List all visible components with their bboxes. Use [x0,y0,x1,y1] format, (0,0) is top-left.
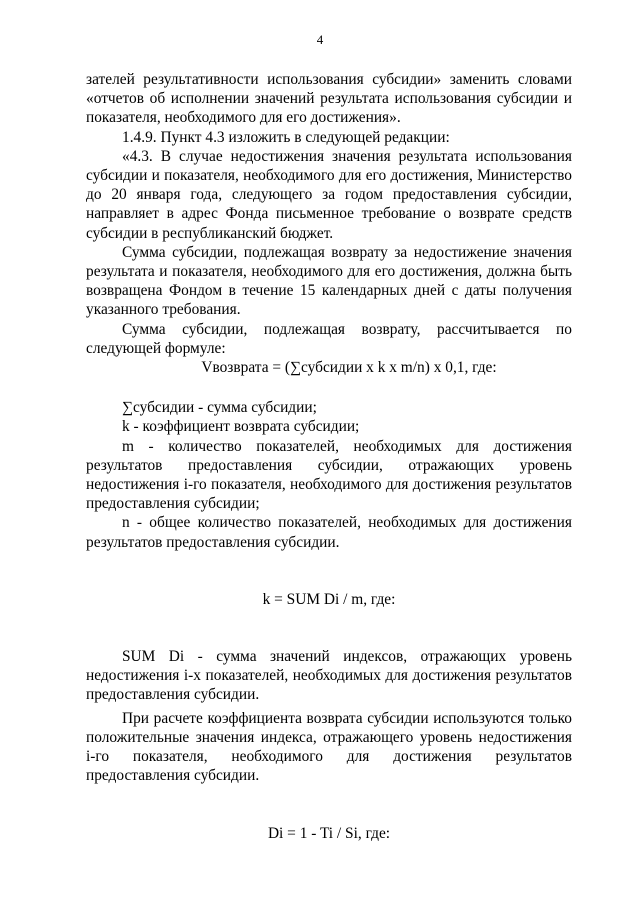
definition-k: k - коэффициент возврата субсидии; [122,418,360,436]
paragraph-clause-4-3: «4.3. В случае недостижения значения результата использования субсидии и показателя, необходимого для его достижения, Министерство до 20 января года, следующего за годом предоставления субсидии, направляет в адрес Фонда письменное требование о возврате средств субсидии в республиканский бюджет. [86,147,572,242]
definition-subsidy-sum: ∑субсидии - сумма субсидии; [122,399,317,417]
document-body [86,70,572,843]
paragraph-formula-intro: Сумма субсидии, подлежащая возврату, рассчитывается по следующей формуле: [86,320,572,357]
formula-di: Di = 1 - Ti / Si, где: [267,824,391,842]
definition-m: m - количество показателей, необходимых для достижения результатов предоставления субсидии, отражающих уровень недостижения i-го показателя, необходимого для достижения результатов предоставления субсидии; [86,437,572,513]
formula-k: k = SUM Di / m, где: [262,590,396,608]
paragraph-refund-term: Сумма субсидии, подлежащая возврату за недостижение значения результата и показателя, необходимого для его достижения, должна быть возвращена Фондом в течение 15 календарных дней с даты получения указанного требования. [86,243,572,319]
paragraph-coefficient-note: При расчете коэффициента возврата субсидии используются только положительные значения индекса, отражающего уровень недостижения i-го показателя, необходимого для достижения результатов предоставления субсидии. [86,709,572,785]
paragraph-continuation: зателей результативности использования субсидии» заменить словами «отчетов об исполнении значений результата использования субсидии и показателя, необходимого для его достижения». [86,71,572,127]
definition-n: n - общее количество показателей, необходимых для достижения результатов предоставления субсидии. [86,514,572,551]
definition-sum-di: SUM Di - сумма значений индексов, отражающих уровень недостижения i-х показателей, необходимых для достижения результатов предоставления субсидии. [86,648,572,704]
paragraph-clause-1-4-9: 1.4.9. Пункт 4.3 изложить в следующей редакции: [122,128,450,146]
formula-refund-amount: Vвозврата = (∑субсидии x k x m/n) x 0,1, где: [201,359,497,377]
page-number: 4 [316,32,324,47]
